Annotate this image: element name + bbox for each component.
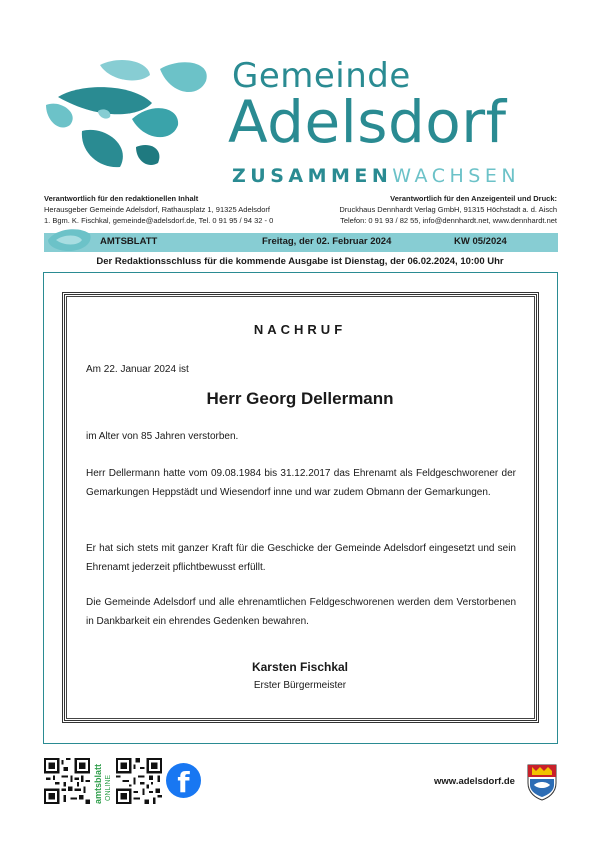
obituary-paragraph-dedication: Er hat sich stets mit ganzer Kraft für die Geschicke der Gemeinde Adelsdorf eingesetzt und sein Ehrenamt jederzeit pflichtbewusst erfüllt.	[86, 543, 516, 573]
amtsblatt-online-logo	[92, 757, 112, 805]
facebook-icon[interactable]: f	[166, 763, 201, 798]
obituary-intro: Am 22. Januar 2024 ist	[86, 364, 189, 375]
advertising-info	[339, 193, 557, 226]
obituary-border-inner	[66, 296, 535, 719]
advertising-line2: Telefon: 0 91 93 / 82 55, info@dennhardt.net, www.dennhardt.net	[340, 216, 557, 225]
bar-drop-icon	[46, 226, 96, 254]
amtsblatt-online-text-2: ONLINE	[105, 774, 112, 801]
signer-title: Erster Bürgermeister	[253, 680, 347, 691]
amtsblatt-online-text-1: amtsblatt	[93, 763, 103, 804]
title-gemeinde: Gemeinde	[232, 56, 411, 96]
advertising-line1: Druckhaus Dennhardt Verlag GmbH, 91315 Höchstadt a. d. Aisch	[339, 205, 557, 214]
obituary-paragraph-remembrance: Die Gemeinde Adelsdorf und alle ehrenamtlichen Feldgeschworenen werden dem Verstorbenen in Dankbarkeit ein ehrendes Gedenken bewahren.	[86, 597, 516, 627]
amtsblatt-label: AMTSBLATT	[100, 236, 158, 247]
obituary-heading: NACHRUF	[253, 322, 347, 337]
signer-name: Karsten Fischkal	[251, 660, 349, 674]
qr-code-icon[interactable]	[44, 758, 90, 804]
obituary-paragraph-office: Herr Dellermann hatte vom 09.08.1984 bis 31.12.2017 das Ehrenamt als Feldgeschworener der Gemarkungen Heppstädt und Wiesendorf inne und war zudem Obmann der Gemarkungen.	[86, 468, 516, 498]
deadline-notice: Der Redaktionsschluss für die kommende Ausgabe ist Dienstag, der 06.02.2024, 10:00 Uhr	[96, 256, 504, 267]
tagline	[232, 165, 520, 187]
title-adelsdorf: Adelsdorf	[228, 88, 507, 156]
deceased-name: Herr Georg Dellermann	[206, 389, 394, 408]
editorial-line2: 1. Bgm. K. Fischkal, gemeinde@adelsdorf.de, Tel. 0 91 95 / 94 32 - 0	[44, 216, 274, 225]
qr-code-icon[interactable]	[116, 758, 162, 804]
coat-of-arms-icon	[526, 763, 558, 801]
advertising-heading: Verantwortlich für den Anzeigenteil und Druck:	[390, 194, 557, 203]
editorial-line1: Herausgeber Gemeinde Adelsdorf, Rathausplatz 1, 91325 Adelsdorf	[44, 205, 270, 214]
tagline-part1: ZUSAMMEN	[232, 165, 393, 187]
tagline-part2: WACHSEN	[392, 165, 521, 187]
logo-drops-icon	[40, 55, 220, 175]
issue-date: Freitag, der 02. Februar 2024	[262, 236, 392, 247]
editorial-info	[44, 193, 273, 226]
editorial-heading: Verantwortlich für den redaktionellen Inhalt	[44, 194, 199, 203]
issue-week: KW 05/2024	[454, 236, 507, 247]
website-link[interactable]: www.adelsdorf.de	[434, 776, 515, 787]
obituary-paragraph-age: im Alter von 85 Jahren verstorben.	[86, 431, 239, 442]
